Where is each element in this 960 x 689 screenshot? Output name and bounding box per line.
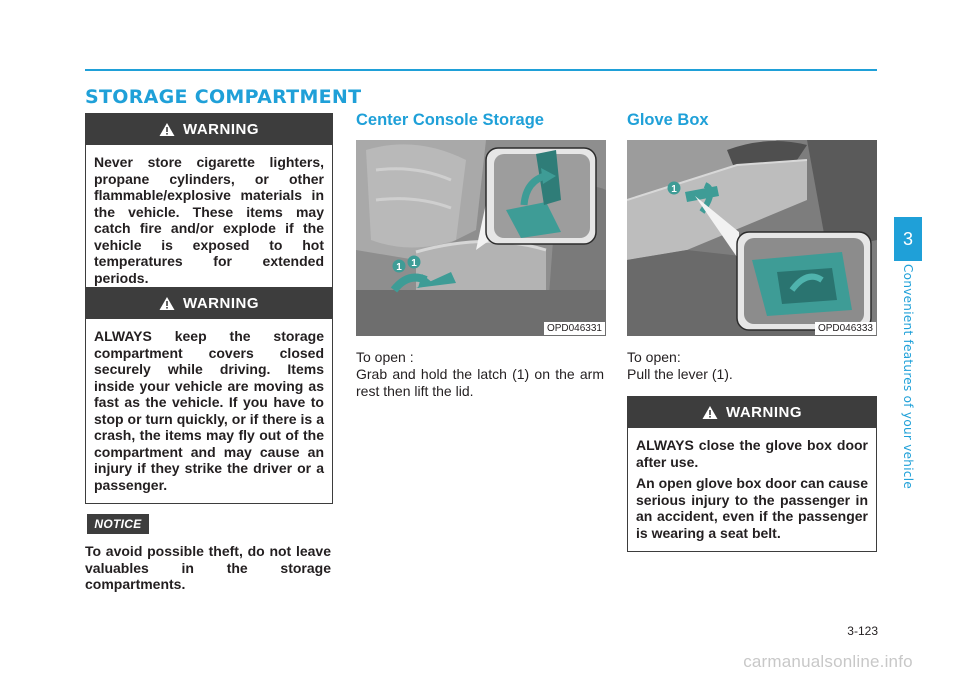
glove-box-intro: To open: (627, 349, 681, 365)
callout-number: 1 (671, 184, 677, 195)
glove-box-image (627, 140, 877, 336)
warning-label: WARNING (726, 404, 802, 421)
center-console-illustration (356, 140, 606, 336)
warning-box-covers-closed (85, 287, 333, 504)
header-rule (85, 69, 877, 71)
warning-triangle-icon (159, 296, 175, 311)
image-code: OPD046333 (815, 322, 876, 335)
center-console-intro: To open : (356, 349, 414, 365)
warning-text (628, 428, 876, 551)
warning-header (86, 288, 332, 319)
glove-box-instruction: Pull the lever (1). (627, 366, 733, 382)
warning-text (86, 319, 332, 503)
center-console-heading: Center Console Storage (356, 111, 544, 129)
warning-box-glove-box (627, 396, 877, 552)
callout-number: 1 (396, 262, 402, 273)
warning-paragraph: Never store cigarette lighters, propane cylinders, or other flammable/explosive materials in the vehicle. These items may catch fire and/or explode if the vehicle is exposed to hot temperatures for extended periods. (94, 154, 324, 286)
warning-paragraph: ALWAYS keep the storage compartment covers closed securely while driving. Items inside your vehicle are moving as fast as the vehicle. If you have to stop or turn quickly, or if there is a crash, the items may fly out of the compartment and may cause an injury if they strike the driver or a passenger. (94, 328, 324, 493)
warning-text (86, 145, 332, 296)
glove-box-illustration (627, 140, 877, 336)
warning-triangle-icon (159, 122, 175, 137)
center-console-instruction: Grab and hold the latch (1) on the arm rest then lift the lid. (356, 366, 604, 399)
center-console-image (356, 140, 606, 336)
glove-box-heading: Glove Box (627, 111, 709, 129)
warning-label: WARNING (183, 121, 259, 138)
notice-badge: NOTICE (87, 514, 149, 534)
warning-paragraph: An open glove box door can cause serious injury to the passenger in an accident, even if the passenger is wearing a seat belt. (636, 475, 868, 541)
warning-label: WARNING (183, 295, 259, 312)
warning-box-flammables (85, 113, 333, 297)
callout-number: 1 (411, 258, 417, 269)
watermark: carmanualsonline.info (743, 652, 913, 671)
warning-header (86, 114, 332, 145)
warning-header (628, 397, 876, 428)
section-title: STORAGE COMPARTMENT (85, 86, 362, 108)
image-code: OPD046331 (544, 322, 605, 335)
notice-text: To avoid possible theft, do not leave valuables in the storage compartments. (85, 543, 331, 592)
chapter-tab: 3 (894, 217, 922, 261)
warning-triangle-icon (702, 405, 718, 420)
page-number: 3-123 (847, 624, 878, 638)
warning-paragraph: ALWAYS close the glove box door after use. (636, 437, 868, 470)
chapter-title: Convenient features of your vehicle (901, 264, 915, 490)
